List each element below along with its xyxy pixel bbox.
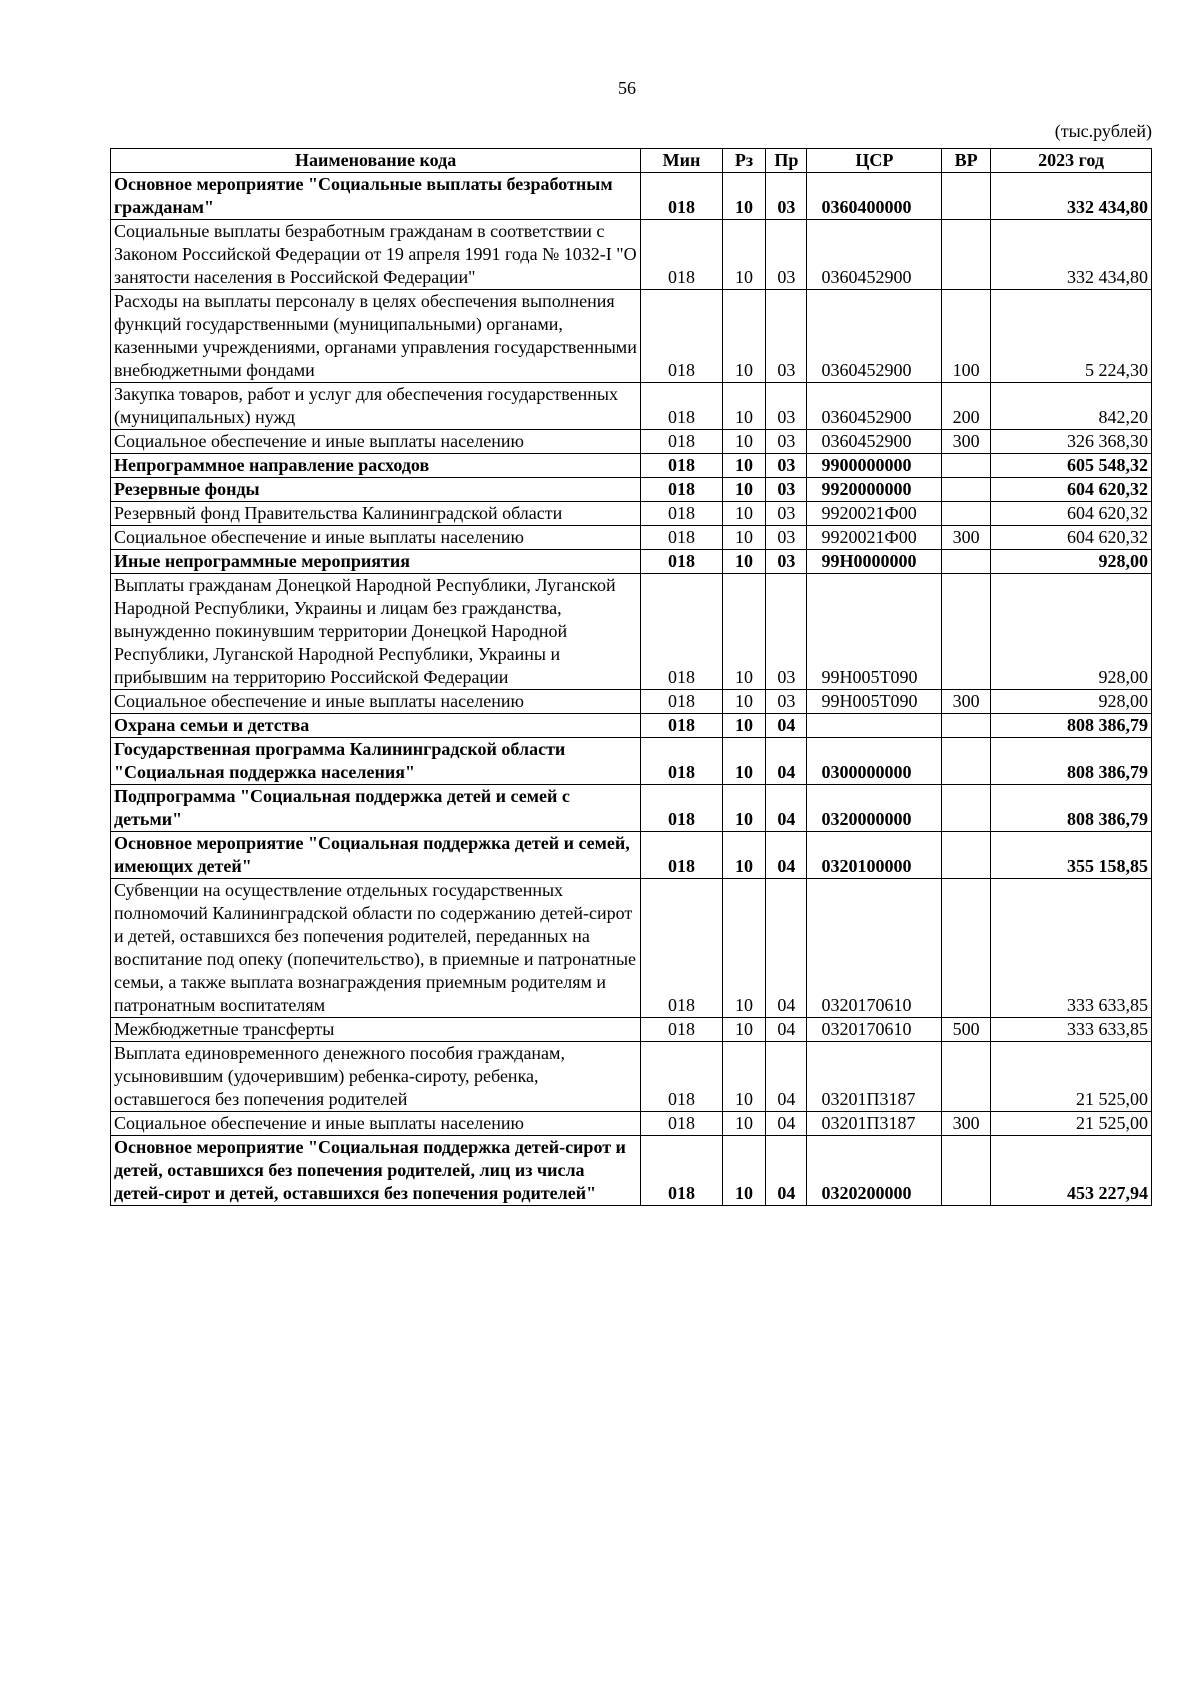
cell-rz: 10 (722, 1112, 765, 1136)
cell-name: Иные непрограммные мероприятия (111, 550, 641, 574)
cell-vr (942, 478, 991, 502)
table-row (111, 478, 1152, 502)
cell-name: Основное мероприятие "Социальная поддержка детей-сирот и детей, оставшихся без попечения родителей, лиц из числа детей-сирот и детей, оставшихся без попечения родителей" (111, 1136, 641, 1206)
cell-name: Расходы на выплаты персоналу в целях обеспечения выполнения функций государственными (муниципальными) органами, казенными учреждениями, органами управления государственными внебюджетными фондами (111, 290, 641, 383)
cell-amount: 808 386,79 (991, 714, 1152, 738)
cell-vr (942, 714, 991, 738)
header-amount: 2023 год (991, 149, 1152, 173)
cell-amount: 333 633,85 (991, 1018, 1152, 1042)
cell-rz: 10 (722, 879, 765, 1018)
cell-rz: 10 (722, 832, 765, 879)
cell-name: Социальное обеспечение и иные выплаты населению (111, 526, 641, 550)
cell-vr (942, 550, 991, 574)
cell-vr (942, 502, 991, 526)
cell-amount: 21 525,00 (991, 1042, 1152, 1112)
cell-vr (942, 785, 991, 832)
cell-amount: 332 434,80 (991, 173, 1152, 220)
cell-min: 018 (641, 1112, 722, 1136)
cell-vr (942, 173, 991, 220)
cell-pr: 04 (766, 738, 807, 785)
cell-min: 018 (641, 526, 722, 550)
table-row (111, 550, 1152, 574)
cell-min: 018 (641, 454, 722, 478)
cell-pr: 03 (766, 173, 807, 220)
cell-name: Социальное обеспечение и иные выплаты населению (111, 690, 641, 714)
cell-min: 018 (641, 290, 722, 383)
cell-rz: 10 (722, 526, 765, 550)
cell-csr: 03201П3187 (807, 1042, 942, 1112)
cell-min: 018 (641, 383, 722, 430)
cell-vr (942, 574, 991, 690)
header-csr: ЦСР (807, 149, 942, 173)
cell-rz: 10 (722, 550, 765, 574)
cell-vr (942, 1136, 991, 1206)
cell-csr: 9920021Ф00 (807, 502, 942, 526)
cell-csr: 9900000000 (807, 454, 942, 478)
cell-pr: 04 (766, 1042, 807, 1112)
cell-amount: 605 548,32 (991, 454, 1152, 478)
table-row (111, 526, 1152, 550)
cell-amount: 604 620,32 (991, 526, 1152, 550)
cell-min: 018 (641, 550, 722, 574)
cell-name: Охрана семьи и детства (111, 714, 641, 738)
header-name: Наименование кода (111, 149, 641, 173)
cell-pr: 04 (766, 1018, 807, 1042)
cell-csr: 0300000000 (807, 738, 942, 785)
cell-name: Резервные фонды (111, 478, 641, 502)
cell-csr: 99Н0000000 (807, 550, 942, 574)
cell-csr: 0320170610 (807, 1018, 942, 1042)
cell-min: 018 (641, 502, 722, 526)
cell-rz: 10 (722, 1136, 765, 1206)
cell-min: 018 (641, 690, 722, 714)
cell-csr: 0360452900 (807, 383, 942, 430)
cell-pr: 03 (766, 550, 807, 574)
cell-rz: 10 (722, 738, 765, 785)
cell-min: 018 (641, 430, 722, 454)
table-row (111, 502, 1152, 526)
table-row (111, 879, 1152, 1018)
cell-pr: 04 (766, 785, 807, 832)
cell-csr: 0320200000 (807, 1136, 942, 1206)
cell-rz: 10 (722, 574, 765, 690)
table-row (111, 1042, 1152, 1112)
cell-csr: 0360400000 (807, 173, 942, 220)
page-number: 56 (618, 78, 636, 98)
cell-csr: 9920021Ф00 (807, 526, 942, 550)
cell-csr: 0320170610 (807, 879, 942, 1018)
cell-name: Непрограммное направление расходов (111, 454, 641, 478)
cell-min: 018 (641, 1136, 722, 1206)
cell-csr: 0360452900 (807, 290, 942, 383)
cell-csr: 0320000000 (807, 785, 942, 832)
cell-pr: 03 (766, 526, 807, 550)
table-row (111, 785, 1152, 832)
cell-amount: 332 434,80 (991, 220, 1152, 290)
cell-min: 018 (641, 738, 722, 785)
cell-vr (942, 220, 991, 290)
cell-amount: 808 386,79 (991, 738, 1152, 785)
cell-name: Основное мероприятие "Социальные выплаты безработным гражданам" (111, 173, 641, 220)
cell-min: 018 (641, 1042, 722, 1112)
cell-amount: 928,00 (991, 690, 1152, 714)
budget-table (110, 148, 1152, 1206)
table-row (111, 832, 1152, 879)
cell-min: 018 (641, 574, 722, 690)
cell-name: Выплаты гражданам Донецкой Народной Республики, Луганской Народной Республики, Украины и лицам без гражданства, вынужденно покинувшим территории Донецкой Народной Республики, Луганской Народной Республики, Украины и прибывшим на территорию Российской Федерации (111, 574, 641, 690)
cell-pr: 03 (766, 690, 807, 714)
cell-min: 018 (641, 714, 722, 738)
table-row (111, 220, 1152, 290)
header-min: Мин (641, 149, 722, 173)
cell-name: Социальное обеспечение и иные выплаты населению (111, 1112, 641, 1136)
cell-csr: 0360452900 (807, 430, 942, 454)
cell-csr (807, 714, 942, 738)
cell-amount: 355 158,85 (991, 832, 1152, 879)
cell-pr: 04 (766, 1112, 807, 1136)
table-row (111, 430, 1152, 454)
cell-pr: 03 (766, 574, 807, 690)
cell-pr: 03 (766, 430, 807, 454)
cell-pr: 03 (766, 290, 807, 383)
cell-min: 018 (641, 1018, 722, 1042)
cell-vr: 300 (942, 1112, 991, 1136)
cell-amount: 928,00 (991, 550, 1152, 574)
cell-pr: 03 (766, 502, 807, 526)
header-rz: Рз (722, 149, 765, 173)
header-pr: Пр (766, 149, 807, 173)
cell-amount: 604 620,32 (991, 478, 1152, 502)
cell-amount: 808 386,79 (991, 785, 1152, 832)
cell-vr: 300 (942, 690, 991, 714)
cell-min: 018 (641, 173, 722, 220)
cell-vr: 100 (942, 290, 991, 383)
cell-name: Субвенции на осуществление отдельных государственных полномочий Калининградской области по содержанию детей-сирот и детей, оставшихся без попечения родителей, переданных на воспитание под опеку (попечительство), в приемные и патронатные семьи, а также выплата вознаграждения приемным родителям и патронатным воспитателям (111, 879, 641, 1018)
cell-csr: 0320100000 (807, 832, 942, 879)
cell-pr: 04 (766, 1136, 807, 1206)
cell-name: Закупка товаров, работ и услуг для обеспечения государственных (муниципальных) нужд (111, 383, 641, 430)
cell-vr: 300 (942, 526, 991, 550)
cell-amount: 5 224,30 (991, 290, 1152, 383)
cell-min: 018 (641, 832, 722, 879)
table-row (111, 690, 1152, 714)
cell-rz: 10 (722, 220, 765, 290)
table-row (111, 1136, 1152, 1206)
cell-amount: 842,20 (991, 383, 1152, 430)
table-row (111, 290, 1152, 383)
cell-name: Подпрограмма "Социальная поддержка детей и семей с детьми" (111, 785, 641, 832)
cell-min: 018 (641, 220, 722, 290)
cell-rz: 10 (722, 430, 765, 454)
cell-rz: 10 (722, 454, 765, 478)
cell-csr: 0360452900 (807, 220, 942, 290)
table-row (111, 383, 1152, 430)
cell-name: Социальные выплаты безработным гражданам в соответствии с Законом Российской Федерации от 19 апреля 1991 года № 1032-I "О занятости населения в Российской Федерации" (111, 220, 641, 290)
cell-pr: 03 (766, 478, 807, 502)
cell-name: Государственная программа Калининградской области "Социальная поддержка населения" (111, 738, 641, 785)
cell-pr: 03 (766, 454, 807, 478)
cell-vr (942, 1042, 991, 1112)
cell-amount: 928,00 (991, 574, 1152, 690)
cell-amount: 21 525,00 (991, 1112, 1152, 1136)
units-label: (тыс.рублей) (1054, 121, 1152, 141)
table-body (111, 173, 1152, 1206)
cell-amount: 604 620,32 (991, 502, 1152, 526)
cell-pr: 03 (766, 220, 807, 290)
cell-rz: 10 (722, 1042, 765, 1112)
cell-rz: 10 (722, 502, 765, 526)
cell-rz: 10 (722, 785, 765, 832)
cell-csr: 03201П3187 (807, 1112, 942, 1136)
cell-min: 018 (641, 879, 722, 1018)
cell-pr: 04 (766, 714, 807, 738)
cell-csr: 9920000000 (807, 478, 942, 502)
cell-pr: 04 (766, 879, 807, 1018)
cell-amount: 333 633,85 (991, 879, 1152, 1018)
cell-rz: 10 (722, 290, 765, 383)
cell-min: 018 (641, 478, 722, 502)
cell-pr: 04 (766, 832, 807, 879)
cell-name: Социальное обеспечение и иные выплаты населению (111, 430, 641, 454)
cell-name: Межбюджетные трансферты (111, 1018, 641, 1042)
table-row (111, 738, 1152, 785)
table-row (111, 1018, 1152, 1042)
table-row (111, 454, 1152, 478)
header-vr: ВР (942, 149, 991, 173)
cell-vr: 500 (942, 1018, 991, 1042)
cell-rz: 10 (722, 173, 765, 220)
cell-name: Основное мероприятие "Социальная поддержка детей и семей, имеющих детей" (111, 832, 641, 879)
table-header-row (111, 149, 1152, 173)
cell-vr (942, 454, 991, 478)
table-row (111, 173, 1152, 220)
cell-rz: 10 (722, 1018, 765, 1042)
cell-vr (942, 879, 991, 1018)
table-row (111, 714, 1152, 738)
cell-name: Резервный фонд Правительства Калининградской области (111, 502, 641, 526)
cell-csr: 99Н005Т090 (807, 690, 942, 714)
table-row (111, 1112, 1152, 1136)
cell-pr: 03 (766, 383, 807, 430)
cell-min: 018 (641, 785, 722, 832)
cell-amount: 326 368,30 (991, 430, 1152, 454)
cell-name: Выплата единовременного денежного пособия гражданам, усыновившим (удочерившим) ребенка-сироту, ребенка, оставшегося без попечения родителей (111, 1042, 641, 1112)
cell-vr: 200 (942, 383, 991, 430)
cell-vr (942, 832, 991, 879)
cell-vr: 300 (942, 430, 991, 454)
cell-amount: 453 227,94 (991, 1136, 1152, 1206)
cell-rz: 10 (722, 690, 765, 714)
cell-rz: 10 (722, 383, 765, 430)
cell-rz: 10 (722, 478, 765, 502)
cell-rz: 10 (722, 714, 765, 738)
cell-vr (942, 738, 991, 785)
table-row (111, 574, 1152, 690)
cell-csr: 99Н005Т090 (807, 574, 942, 690)
